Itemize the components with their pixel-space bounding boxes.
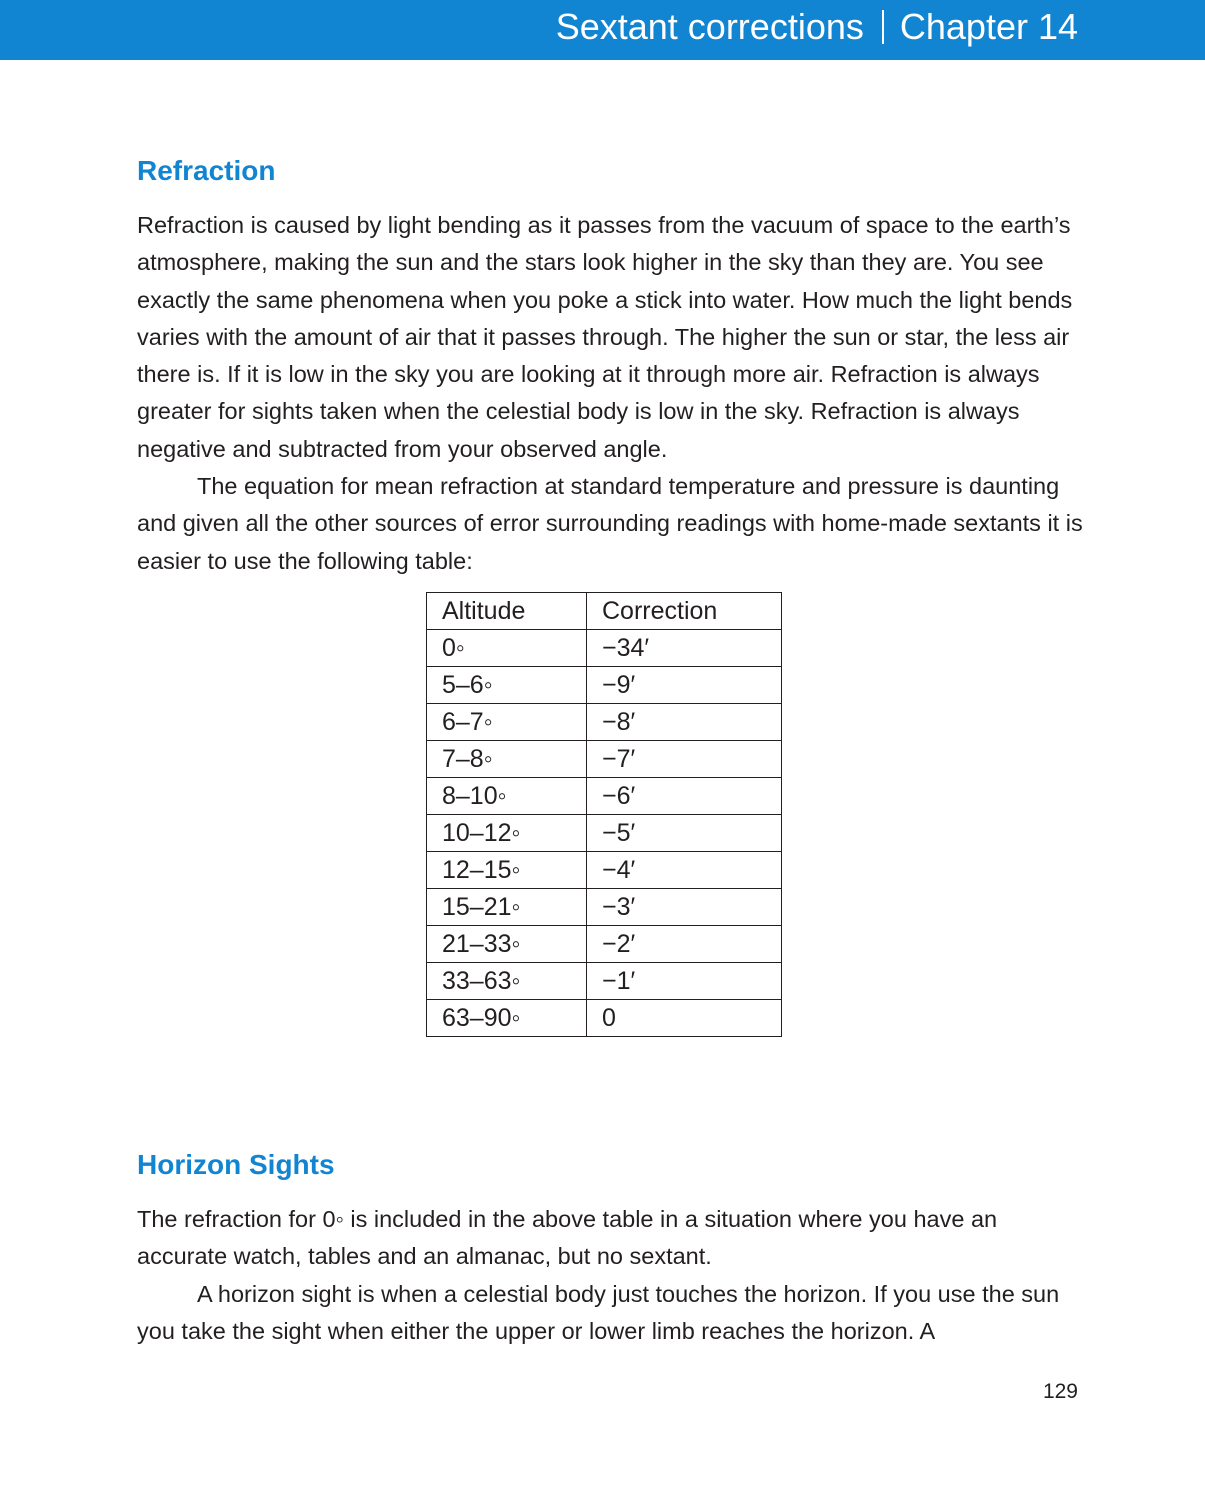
table-row — [427, 667, 782, 704]
page-number: 129 — [1042, 1380, 1078, 1403]
correction-cell: 0 — [587, 1000, 782, 1037]
table-row — [427, 741, 782, 778]
altitude-cell: 63–90◦ — [427, 1000, 587, 1037]
table-row — [427, 1000, 782, 1037]
running-header — [556, 4, 1078, 50]
table-row — [427, 963, 782, 1000]
table-row — [427, 889, 782, 926]
altitude-cell: 8–10◦ — [427, 778, 587, 815]
correction-cell: −4′ — [587, 852, 782, 889]
altitude-cell: 10–12◦ — [427, 815, 587, 852]
header-section-title: Sextant corrections — [555, 6, 864, 47]
altitude-cell: 21–33◦ — [427, 926, 587, 963]
refraction-paragraph-1: Refraction is caused by light bending as it passes from the vacuum of space to the earth’s atmosphere, making the sun and the stars look higher in the sky than they are. You see exactly the same phenomena when you poke a stick into water. How much the light bends varies with the amount of air that it passes through. The higher the sun or star, the less air there is. If it is low in the sky you are looking at it through more air. Refraction is always greater for sights taken when the celestial body is low in the sky. Refraction is always negative and subtracted from your observed angle. — [137, 212, 1073, 462]
header-bar — [0, 0, 1205, 60]
altitude-cell: 15–21◦ — [427, 889, 587, 926]
table-header-row — [427, 593, 782, 630]
altitude-cell: 33–63◦ — [427, 963, 587, 1000]
correction-cell: −7′ — [587, 741, 782, 778]
correction-cell: −9′ — [587, 667, 782, 704]
correction-cell: −8′ — [587, 704, 782, 741]
altitude-cell: 7–8◦ — [427, 741, 587, 778]
refraction-body — [137, 207, 1087, 580]
horizon-sights-heading: Horizon Sights — [137, 1149, 335, 1180]
altitude-cell: 6–7◦ — [427, 704, 587, 741]
table-row — [427, 630, 782, 667]
table-row — [427, 852, 782, 889]
table-row — [427, 815, 782, 852]
correction-cell: −1′ — [587, 963, 782, 1000]
altitude-column-header: Altitude — [427, 593, 587, 630]
altitude-cell: 12–15◦ — [427, 852, 587, 889]
table-row — [427, 704, 782, 741]
correction-cell: −5′ — [587, 815, 782, 852]
header-divider — [882, 10, 884, 44]
horizon-paragraph-2: A horizon sight is when a celestial body just touches the horizon. If you use the sun you take the sight when either the upper or lower limb reaches the horizon. A — [137, 1280, 1060, 1344]
horizon-paragraph-1: The refraction for 0◦ is included in the above table in a situation where you have an accurate watch, tables and an almanac, but no sextant. — [137, 1206, 998, 1270]
correction-cell: −3′ — [587, 889, 782, 926]
table-row — [427, 778, 782, 815]
refraction-heading: Refraction — [137, 155, 276, 186]
altitude-cell: 0◦ — [427, 630, 587, 667]
refraction-table — [426, 592, 782, 1037]
altitude-cell: 5–6◦ — [427, 667, 587, 704]
header-chapter-title: Chapter 14 — [899, 6, 1078, 47]
correction-cell: −34′ — [587, 630, 782, 667]
correction-cell: −2′ — [587, 926, 782, 963]
correction-column-header: Correction — [587, 593, 782, 630]
correction-cell: −6′ — [587, 778, 782, 815]
table-row — [427, 926, 782, 963]
horizon-sights-body — [137, 1201, 1087, 1350]
refraction-paragraph-2: The equation for mean refraction at standard temperature and pressure is daunting and given all the other sources of error surrounding readings with home-made sextants it is easier to use the following table: — [137, 473, 1083, 574]
